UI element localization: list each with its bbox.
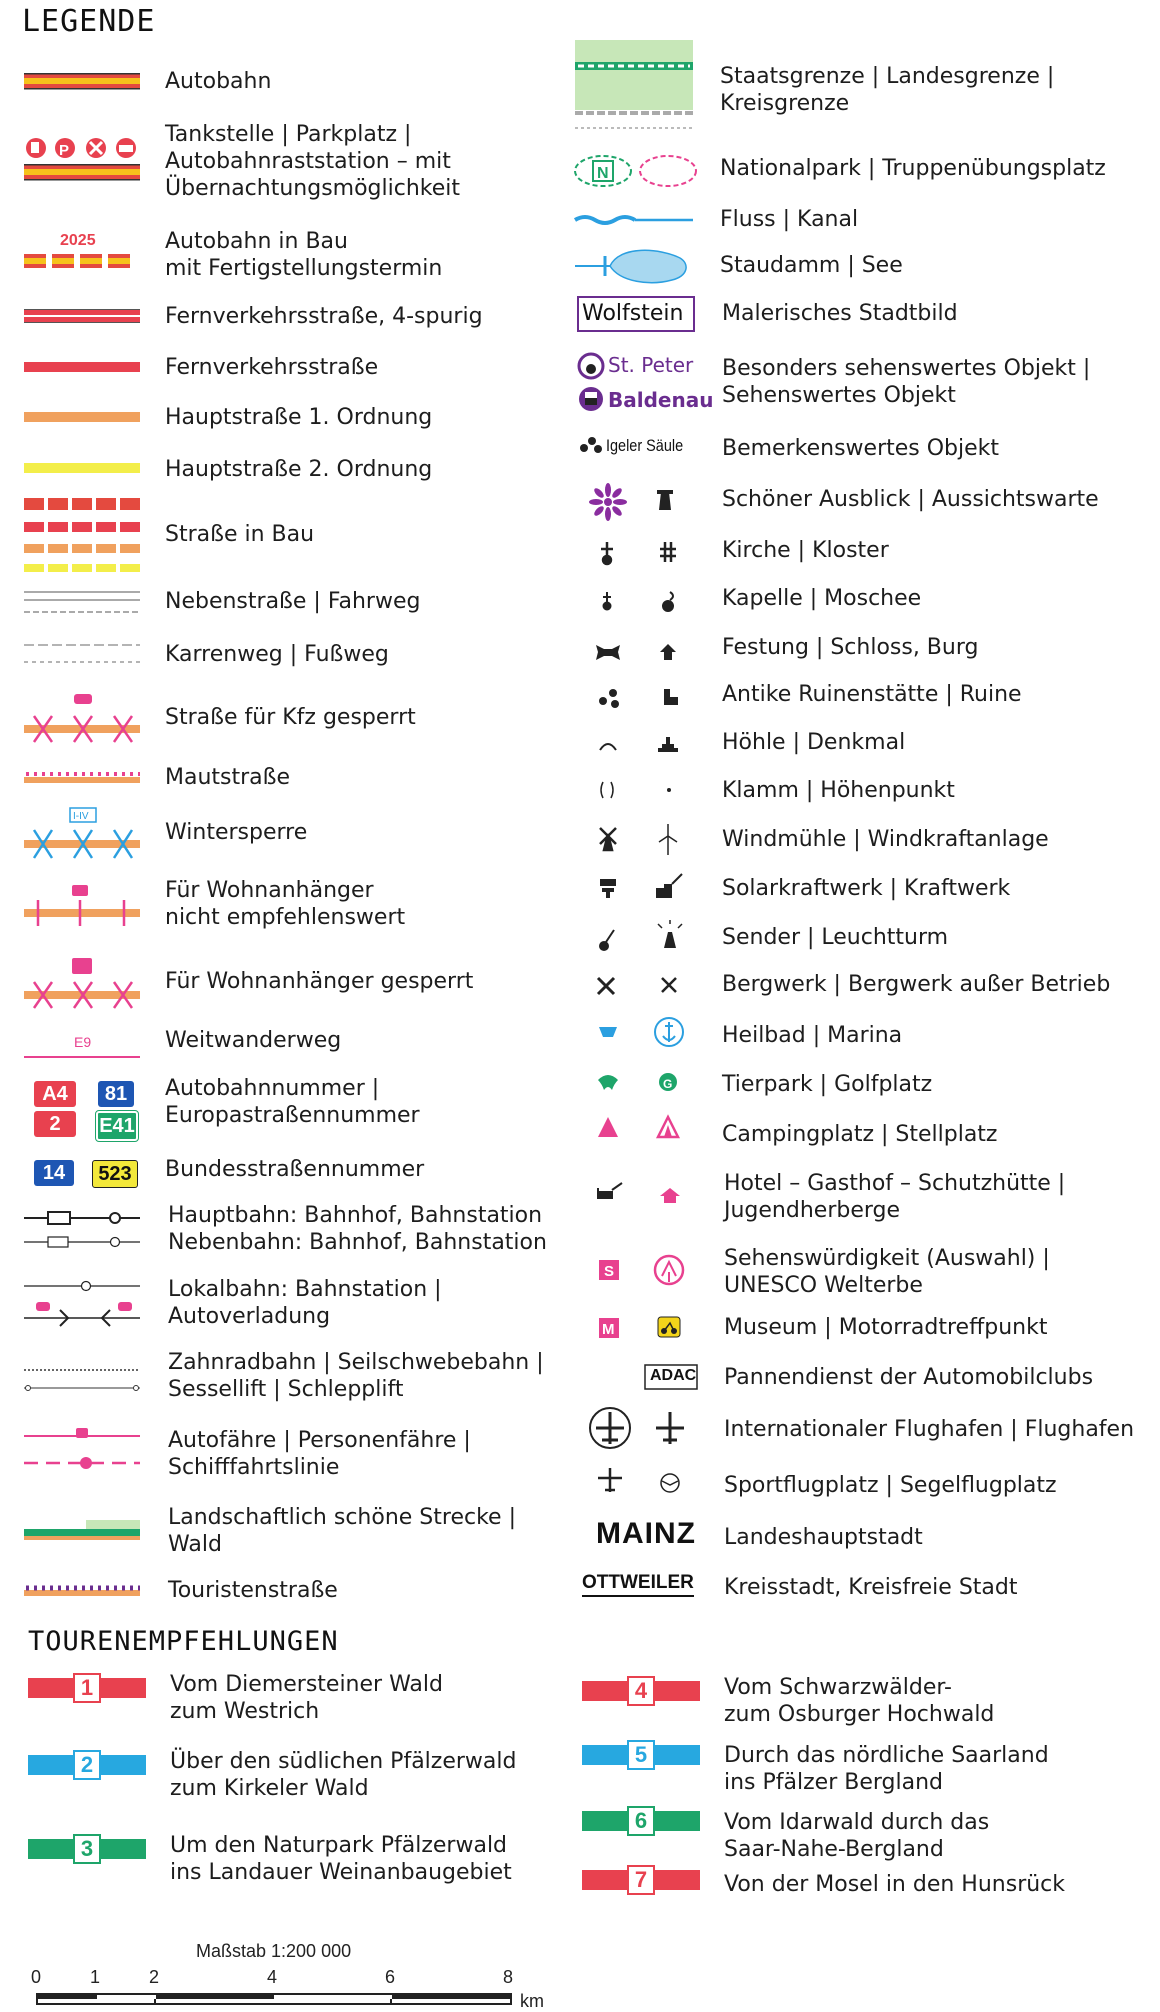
festung-symbol [596, 644, 676, 660]
label-camping: Campingplatz | Stellplatz [722, 1122, 998, 1147]
tour-number-5: 5 [627, 1740, 655, 1770]
label-wind: Windmühle | Windkraftanlage [722, 827, 1049, 852]
solar-symbol [600, 874, 682, 898]
kapelle-symbol [603, 592, 673, 611]
label-adac: Pannendienst der Automobilclubs [724, 1365, 1094, 1390]
scale-tick-label: 6 [385, 1967, 396, 1987]
label-heilbad: Heilbad | Marina [722, 1023, 903, 1048]
label-sport: Sportflugplatz | Segelflugplatz [724, 1473, 1057, 1498]
label-hotel: Hotel – Gasthof – Schutzhütte | Jugendherberge [724, 1171, 1066, 1223]
aussichtswarte-icon [657, 490, 673, 510]
scale-segment [274, 1999, 392, 2003]
tag-mainz: MAINZ [596, 1517, 696, 1550]
see-symbol [575, 250, 686, 282]
badge-14: 14 [34, 1160, 74, 1186]
label-flug: Internationaler Flughafen | Flughafen [724, 1417, 1135, 1442]
tour-label-2: Über den südlichen Pfälzerwald zum Kirkeler Wald [170, 1749, 517, 1801]
label-karren: Karrenweg | Fußweg [165, 642, 389, 667]
bauYear-text: 2025 [60, 232, 96, 249]
badge-e41: E41 [96, 1111, 138, 1141]
ruine-symbol [599, 689, 678, 708]
museum-symbol [599, 1317, 680, 1338]
scale-segment [392, 1995, 510, 1999]
tour-number-1: 1 [73, 1673, 101, 1703]
label-wander: Weitwanderweg [165, 1028, 342, 1053]
sehens-symbol [579, 354, 603, 411]
scale-unit: km [520, 1991, 544, 2011]
tour-number-7: 7 [627, 1865, 655, 1895]
label-klamm: Klamm | Höhenpunkt [722, 778, 955, 803]
label-grenze: Staatsgrenze | Landesgrenze | Kreisgrenze [720, 64, 1055, 116]
wanderTag-text: E9 [74, 1034, 92, 1050]
label-bau: Autobahn in Bau mit Fertigstellungstermin [165, 229, 443, 281]
tour-label-5: Durch das nördliche Saarland ins Pfälzer Bergland [724, 1743, 1049, 1795]
tour-number-2: 2 [73, 1750, 101, 1780]
label-ausblick: Schöner Ausblick | Aussichtswarte [722, 487, 1099, 512]
tours-title: TOURENEMPFEHLUNGEN [28, 1626, 339, 1657]
label-bnr: Bundesstraßennummer [165, 1157, 425, 1182]
label-sehens: Besonders sehenswertes Objekt | Sehenswertes Objekt [722, 356, 1091, 408]
tag-ottweiler: OTTWEILER [582, 1572, 694, 1597]
label-maut: Mautstraße [165, 765, 291, 790]
label-bemerk: Bemerkenswertes Objekt [722, 436, 1000, 461]
tag-baldenau: Baldenau [608, 388, 714, 412]
label-sender: Sender | Leuchtturm [722, 925, 949, 950]
scale-segment [97, 1999, 156, 2003]
label-kirche: Kirche | Kloster [722, 538, 889, 563]
tour-label-7: Von der Mosel in den Hunsrück [724, 1872, 1066, 1897]
label-lokal: Lokalbahn: Bahnstation | Autoverladung [168, 1277, 442, 1329]
label-see: Staudamm | See [720, 253, 903, 278]
tour-number-6: 6 [627, 1806, 655, 1836]
hotel-symbol [598, 1183, 680, 1203]
scale-tick-label: 4 [267, 1967, 278, 1987]
label-fern: Fernverkehrsstraße [165, 355, 379, 380]
winterTag-text: I-IV [73, 811, 89, 822]
sw-symbol [599, 1256, 683, 1284]
label-tierpark: Tierpark | Golfplatz [722, 1072, 933, 1097]
sport-symbol [598, 1468, 679, 1492]
scale-title: Maßstab 1:200 000 [196, 1941, 352, 1961]
tour-label-3: Um den Naturpark Pfälzerwald ins Landauer Weinanbaugebiet [170, 1833, 512, 1885]
label-kapelle: Kapelle | Moschee [722, 586, 922, 611]
label-strbau: Straße in Bau [165, 522, 315, 547]
tag-wolfstein: Wolfstein [582, 301, 684, 326]
label-stadtbild: Malerisches Stadtbild [722, 301, 958, 326]
kirche-symbol [601, 542, 676, 564]
label-zahn: Zahnradbahn | Seilschwebebahn | Sessellift | Schlepplift [168, 1350, 544, 1402]
sender-symbol [599, 920, 682, 951]
label-solar: Solarkraftwerk | Kraftwerk [722, 876, 1011, 901]
label-festung: Festung | Schloss, Burg [722, 635, 979, 660]
swTag-text: S [604, 1263, 615, 1280]
label-sw: Sehenswürdigkeit (Auswahl) | UNESCO Welterbe [724, 1246, 1050, 1298]
label-fern4: Fernverkehrsstraße, 4-spurig [165, 304, 483, 329]
label-haupt1: Hauptstraße 1. Ordnung [165, 405, 433, 430]
tour-number-4: 4 [627, 1676, 655, 1706]
label-hauptbahn: Hauptbahn: Bahnhof, Bahnstation Nebenbahn: Bahnhof, Bahnstation [168, 1203, 547, 1255]
ausblick-symbol [589, 483, 627, 521]
badge-523: 523 [92, 1160, 138, 1188]
label-wohn1: Für Wohnanhänger nicht empfehlenswert [165, 878, 406, 930]
label-tourist: Touristenstraße [168, 1578, 338, 1603]
label-museum: Museum | Motorradtreffpunkt [724, 1315, 1048, 1340]
bemerk-symbol [580, 437, 602, 453]
label-ott: Kreisstadt, Kreisfreie Stadt [724, 1575, 1018, 1600]
badge-2: 2 [34, 1111, 76, 1137]
grenze-symbol [575, 40, 693, 128]
klamm-symbol [601, 782, 671, 798]
museumTag-text: M [602, 1321, 615, 1338]
svg-text:P: P [59, 142, 70, 159]
scale-tick-label: 0 [31, 1967, 42, 1987]
label-hoehle: Höhle | Denkmal [722, 730, 906, 755]
label-faehre: Autofähre | Personenfähre | Schifffahrtslinie [168, 1428, 471, 1480]
scale-segment [38, 1995, 97, 1999]
scale-tick-label: 1 [90, 1967, 101, 1987]
label-tank: Tankstelle | Parkplatz | Autobahnraststation – mit Übernachtungsmöglichkeit [165, 122, 461, 201]
camping-symbol [598, 1117, 678, 1137]
label-mainz: Landeshauptstadt [724, 1525, 923, 1550]
label-ruine: Antike Ruinenstätte | Ruine [722, 682, 1022, 707]
scale-tick-label: 8 [503, 1967, 514, 1987]
label-autobahn: Autobahn [165, 69, 272, 94]
hoehle-symbol [600, 737, 678, 752]
tierpark-symbol [598, 1073, 677, 1091]
npTag-text: N [597, 165, 609, 182]
golfTag-text: G [663, 1077, 673, 1091]
label-abnr: Autobahnnummer | Europastraßennummer [165, 1076, 420, 1128]
tour-number-3: 3 [73, 1834, 101, 1864]
tour-label-1: Vom Diemersteiner Wald zum Westrich [170, 1672, 443, 1724]
fluss-symbol [575, 217, 693, 223]
label-haupt2: Hauptstraße 2. Ordnung [165, 457, 433, 482]
badge-a4: A4 [34, 1081, 76, 1107]
tag-st-peter: St. Peter [608, 353, 694, 377]
scale-segment [156, 1995, 274, 1999]
label-kfz: Straße für Kfz gesperrt [165, 705, 416, 730]
label-landsch: Landschaftlich schöne Strecke | Wald [168, 1505, 516, 1557]
label-fluss: Fluss | Kanal [720, 207, 859, 232]
label-neben: Nebenstraße | Fahrweg [165, 589, 421, 614]
tour-label-6: Vom Idarwald durch das Saar-Nahe-Bergland [724, 1810, 990, 1862]
label-np: Nationalpark | Truppenübungsplatz [720, 156, 1106, 181]
tour-label-4: Vom Schwarzwälder- zum Osburger Hochwald [724, 1675, 995, 1727]
badge-81: 81 [98, 1081, 134, 1107]
label-wohn2: Für Wohnanhänger gesperrt [165, 969, 474, 994]
tag-adac: ADAC [650, 1367, 697, 1384]
tag-igeler: Igeler Säule [606, 436, 684, 455]
scale-tick-label: 2 [149, 1967, 160, 1987]
flug-symbol [590, 1408, 684, 1448]
bergwerk-symbol [598, 978, 676, 994]
np-symbol [575, 156, 696, 186]
legend-title: LEGENDE [22, 4, 156, 39]
label-bergwerk: Bergwerk | Bergwerk außer Betrieb [722, 972, 1111, 997]
label-winter: Wintersperre [165, 820, 308, 845]
heilbad-symbol [599, 1018, 683, 1046]
wind-symbol [600, 824, 677, 855]
